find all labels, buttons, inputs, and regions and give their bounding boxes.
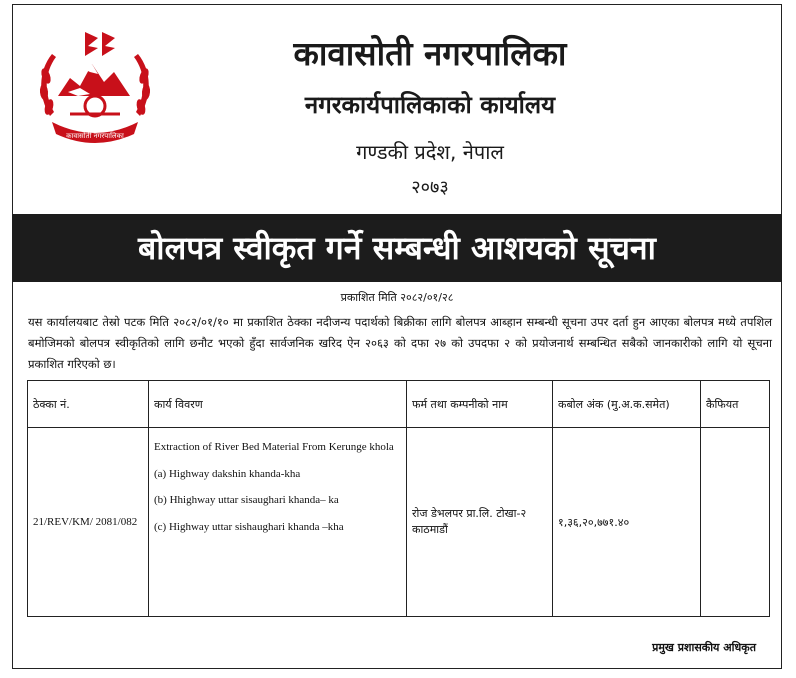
contract-number-cell: 21/REV/KM/ 2081/082 xyxy=(28,428,149,617)
col-bid-amount: कबोल अंक (मु.अ.क.समेत) xyxy=(553,381,701,428)
description-line: (b) Hhighway uttar sisaughari khanda– ka xyxy=(154,494,339,506)
table-header-row xyxy=(28,381,770,428)
firm-cell: रोज डेभलपर प्रा.लि. टोखा-२ काठमाडौं xyxy=(407,428,553,617)
published-date: प्रकाशित मिति २०८२/०१/२८ xyxy=(340,291,454,304)
description-line: Extraction of River Bed Material From Kerunge khola xyxy=(154,441,394,453)
notice-body: यस कार्यालयबाट तेस्रो पटक मिति २०८२/०१/१० मा प्रकाशित ठेक्का नदीजन्य पदार्थको बिक्रीका लागि बोलपत्र आब्हान सम्बन्धी सूचना उपर दर्ता हुन आएका बोलपत्र मध्ये तपशिल बमोजिमको बोलपत्र स्वीकृतिको लागि छनौट भएको हुँदा सार्वजनिक खरिद ऐन २०६३ को दफा २७ को उपदफा २ को प्रयोजनार्थ सम्बन्धित सबैको जानकारीको लागि यो सूचना प्रकाशित गरिएको छ। xyxy=(28,315,772,371)
col-contract-no: ठेक्का नं. xyxy=(28,381,149,428)
bid-amount-cell: १,३६,२०,७७१.४० xyxy=(553,428,701,617)
year-text: २०७३ xyxy=(411,177,449,198)
description-line: (a) Highway dakshin khanda-kha xyxy=(154,467,301,480)
municipality-name: कावासोती नगरपालिका xyxy=(293,34,567,73)
notice-title-banner: बोलपत्र स्वीकृत गर्ने सम्बन्धी आशयको सूचना xyxy=(12,214,782,282)
col-firm: फर्म तथा कम्पनीको नाम xyxy=(407,381,553,428)
emblem-text: कावासोती नगरपालिका xyxy=(66,132,124,140)
location-text: गण्डकी प्रदेश, नेपाल xyxy=(356,140,504,164)
municipality-emblem-logo xyxy=(30,26,160,148)
description-cell xyxy=(149,428,407,617)
remarks-cell xyxy=(701,428,770,617)
description-line: (c) Highway uttar sishaughari khanda –kha xyxy=(154,520,344,533)
table-row xyxy=(28,428,770,617)
col-description: कार्य विवरण xyxy=(149,381,407,428)
office-name: नगरकार्यपालिकाको कार्यालय xyxy=(304,91,556,119)
col-remarks: कैफियत xyxy=(701,381,770,428)
signatory-title: प्रमुख प्रशासकीय अधिकृत xyxy=(652,641,756,654)
award-table xyxy=(27,380,770,617)
